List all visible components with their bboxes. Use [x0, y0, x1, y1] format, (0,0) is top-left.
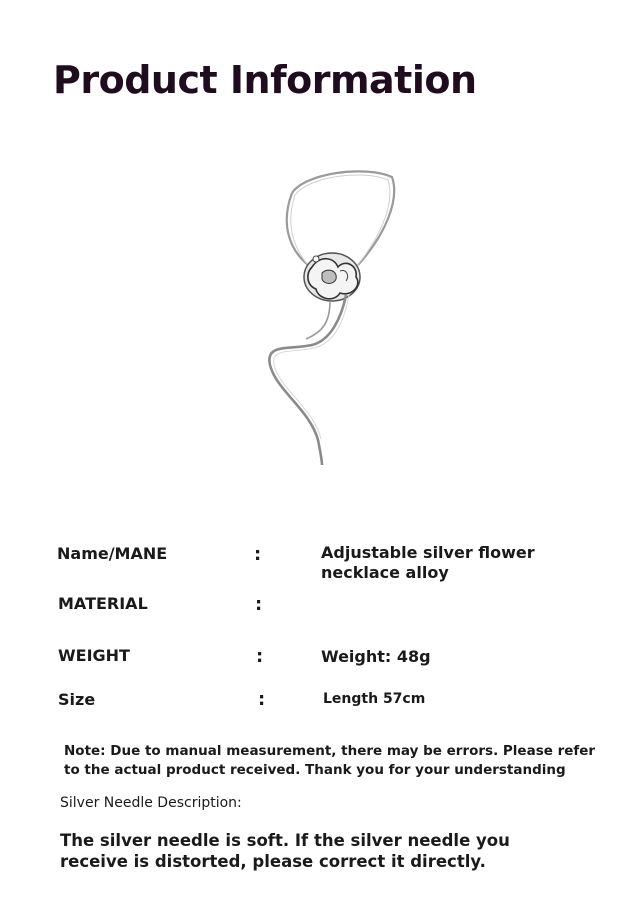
spec-label-size: Size [58, 690, 96, 709]
spec-value-name: Adjustable silver flower necklace alloy [321, 543, 535, 582]
flower-pendant [304, 253, 360, 301]
measurement-note: Note: Due to manual measurement, there may be errors. Please refer to the actual product received. Thank you for your understanding [64, 743, 596, 778]
description-text: The silver needle is soft. If the silver needle you receive is distorted, please correct it directly. [60, 831, 510, 871]
necklace-image [250, 155, 410, 470]
description-title: Silver Needle Description: [60, 795, 242, 811]
page-title: Product Information [53, 58, 477, 102]
spec-label-material: MATERIAL [58, 594, 148, 613]
spec-separator: : [255, 594, 263, 615]
spec-value-weight: Weight: 48g [321, 647, 431, 666]
spec-label-name: Name/MANE [57, 544, 168, 563]
spec-separator: : [254, 544, 262, 565]
spec-label-weight: WEIGHT [58, 646, 130, 665]
spec-separator: : [256, 646, 264, 667]
spec-separator: : [258, 689, 266, 710]
spec-value-size: Length 57cm [323, 691, 426, 707]
